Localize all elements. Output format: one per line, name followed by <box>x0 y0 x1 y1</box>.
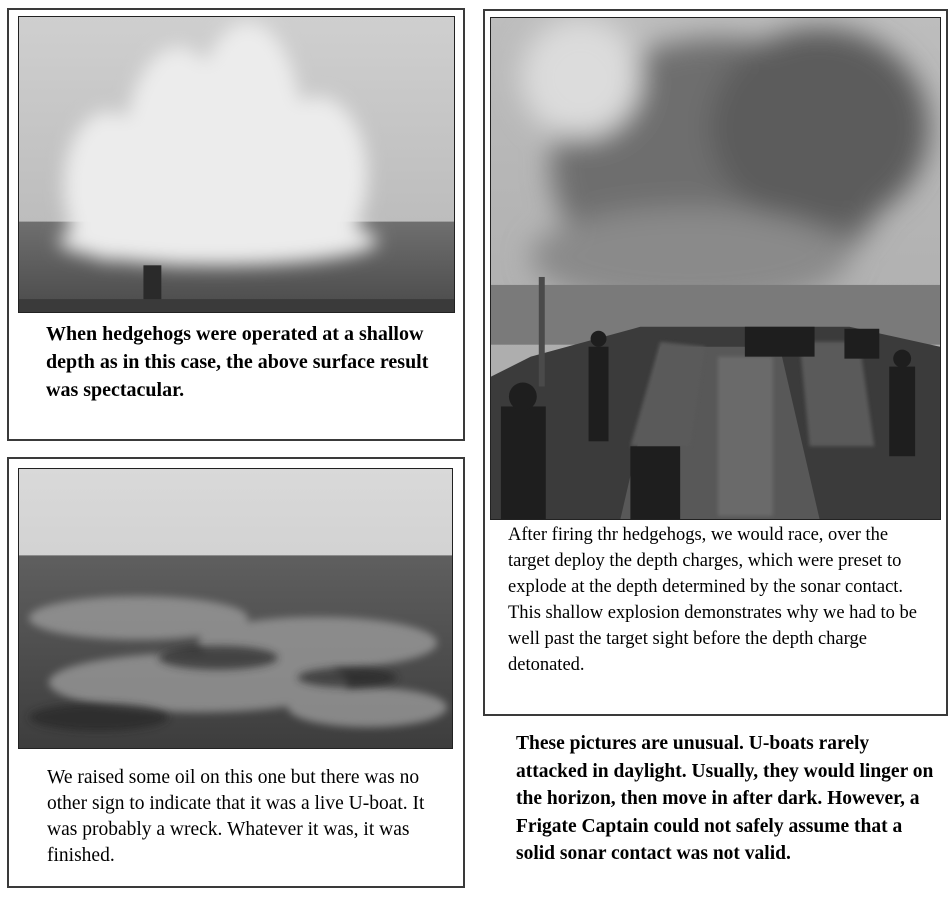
oil-slick-photo <box>18 468 453 749</box>
oil-slick-panel <box>7 457 465 888</box>
hedgehog-splash-photo <box>18 16 455 313</box>
depth-charge-explosion-photo <box>490 17 941 520</box>
depth-charge-caption: After firing thr hedgehogs, we would race, over the target deploy the depth charges, which were preset to explode at the depth determined by the sonar contact. This shallow explosion demonstrates why we had to be well past the target sight before the depth charge detonated. <box>508 525 917 675</box>
hedgehog-splash-panel <box>7 8 465 441</box>
oil-slick-caption: We raised some oil on this one but there was no other sign to indicate that it was a live U-boat. It was probably a wreck. Whatever it was, it was finished. <box>47 767 425 866</box>
unusual-pictures-note: These pictures are unusual. U-boats rarely attacked in daylight. Usually, they would linger on the horizon, then move in after dark. However, a Frigate Captain could not safely assume that a solid sonar contact was not valid. <box>516 733 934 864</box>
depth-charge-panel <box>483 9 948 716</box>
hedgehog-splash-caption: When hedgehogs were operated at a shallow depth as in this case, the above surface result was spectacular. <box>46 323 429 401</box>
